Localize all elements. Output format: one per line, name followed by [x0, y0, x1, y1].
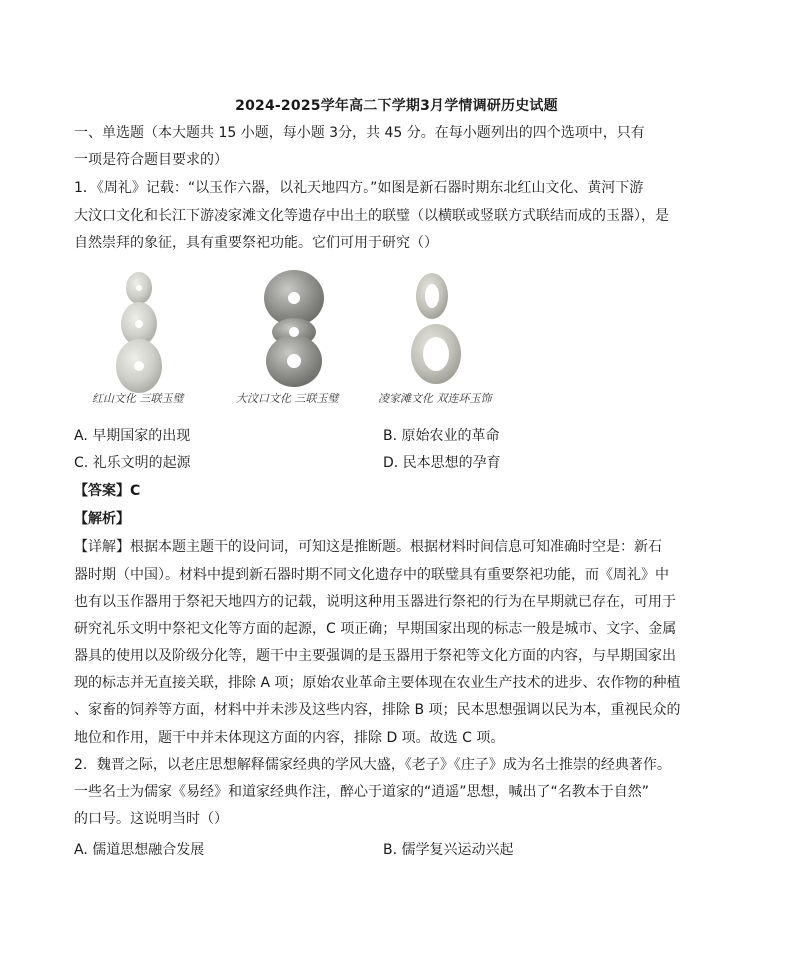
q1-detail-line-3: 也有以玉作器用于祭祀天地四方的记载，说明这种用玉器进行祭祀的行为在早期就已存在，可用于 [74, 594, 676, 610]
caption-dawenkou: 大汶口文化 三联玉璧 [236, 392, 339, 405]
page-title: 2024-2025学年高二下学期3月学情调研历史试题 [235, 98, 558, 114]
q1-detail-line-4: 研究礼乐文明中祭祀文化等方面的起源，C 项正确；早期国家出现的标志一般是城市、文字、金属 [74, 621, 677, 637]
q1-answer: 【答案】C [74, 483, 141, 499]
caption-lingjiatan: 凌家滩文化 双连环玉饰 [378, 392, 492, 405]
dawenkou-jade-bi [264, 270, 324, 387]
q1-option-c: C. 礼乐文明的起源 [74, 455, 191, 471]
lingjiatan-jade-ring [411, 273, 461, 384]
q1-detail-line-8: 地位和作用，题干中并未体现这方面的内容，排除 D 项。故选 C 项。 [74, 730, 505, 746]
q1-detail-line-5: 器具的使用以及阶级分化等，题干中主要强调的是玉器用于祭祀等文化方面的内容，与早期国家出 [74, 648, 676, 664]
q1-detail-line-1: 【详解】根据本题主题干的设问词，可知这是推断题。根据材料时间信息可知准确时空是：新石 [74, 539, 662, 555]
section-heading-line-2: 一项是符合题目要求的） [74, 152, 228, 168]
q2-stem-line-2: 一些名士为儒家《易经》和道家经典作注，醉心于道家的“逍遥”思想，喊出了“名教本于自然” [74, 784, 650, 800]
q1-stem-line-2: 大汶口文化和长江下游凌家滩文化等遗存中出土的联璧（以横联或竖联方式联结而成的玉器），是 [74, 208, 669, 224]
q2-stem-line-3: 的口号。这说明当时（） [74, 811, 228, 827]
q1-analysis-label: 【解析】 [74, 511, 130, 527]
q1-option-a: A. 早期国家的出现 [74, 428, 191, 444]
q1-detail-line-7: 、家畜的饲养等方面，材料中并未涉及这些内容，排除 B 项；民本思想强调以民为本，重视民众的 [74, 702, 681, 718]
q1-stem-line-1: 1．《周礼》记载：“以玉作六器，以礼天地四方。”如图是新石器时期东北红山文化、黄河下游 [74, 180, 644, 196]
hongshan-jade-bi [116, 272, 162, 393]
q1-option-b: B. 原始农业的革命 [383, 428, 500, 444]
q1-stem-line-3: 自然崇拜的象征，具有重要祭祀功能。它们可用于研究（） [74, 235, 438, 251]
q2-stem-line-1: 2．魏晋之际，以老庄思想解释儒家经典的学风大盛，《老子》《庄子》成为名士推崇的经典著作。 [74, 757, 671, 773]
q1-detail-line-6: 现的标志并无直接关联，排除 A 项；原始农业革命主要体现在农业生产技术的进步、农作物的种植 [74, 675, 681, 691]
q1-detail-line-2: 器时期（中国）。材料中提到新石器时期不同文化遗存中的联璧具有重要祭祀功能，而《周礼》中 [74, 567, 669, 583]
q1-option-d: D. 民本思想的孕育 [383, 455, 501, 471]
caption-hongshan: 红山文化 三联玉璧 [92, 392, 184, 405]
q2-option-b: B. 儒学复兴运动兴起 [383, 842, 514, 858]
section-heading-line-1: 一、单选题（本大题共 15 小题，每小题 3分，共 45 分。在每小题列出的四个选项中，只有 [74, 125, 645, 141]
q2-option-a: A. 儒道思想融合发展 [74, 842, 205, 858]
